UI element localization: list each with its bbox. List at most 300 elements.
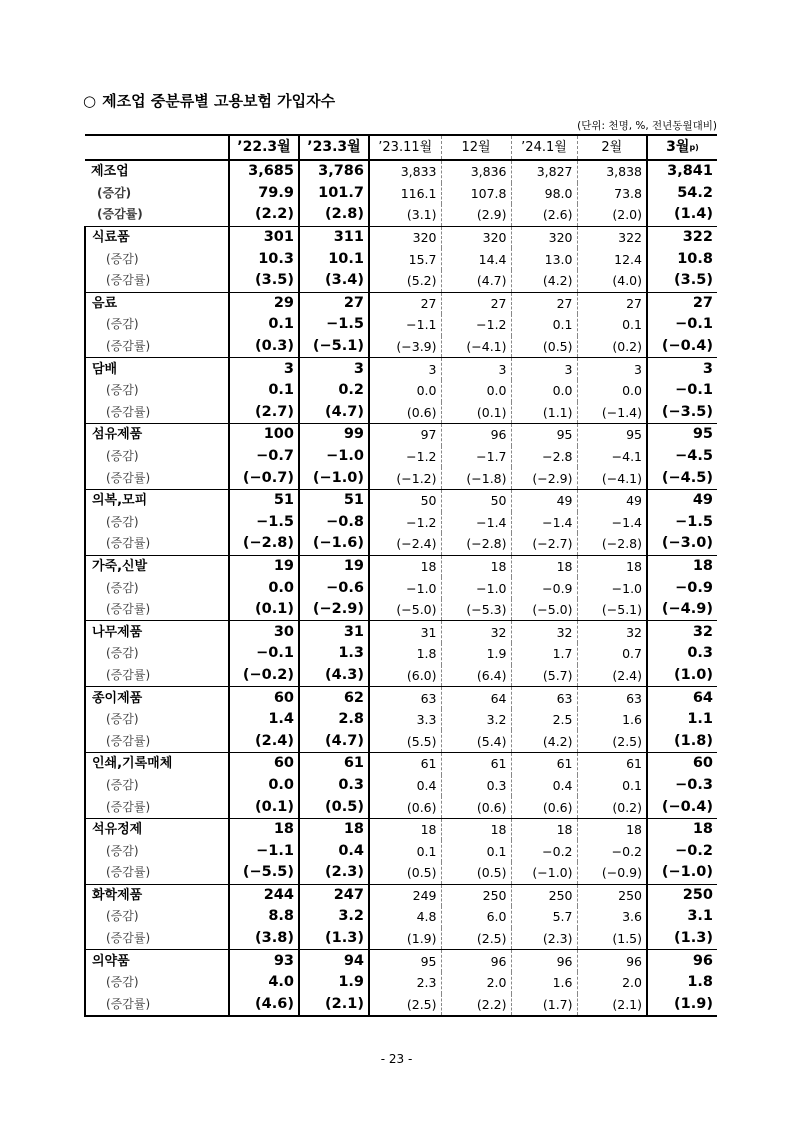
table-cell: −0.1 bbox=[647, 314, 717, 336]
table-cell: 50 bbox=[369, 489, 441, 511]
row-label: 제조업 bbox=[85, 160, 229, 183]
table-cell: 27 bbox=[369, 292, 441, 314]
table-row bbox=[85, 336, 717, 358]
row-label: (증감률) bbox=[85, 533, 229, 555]
row-label: (증감) bbox=[85, 512, 229, 534]
table-cell: 1.7 bbox=[511, 643, 577, 665]
table-row bbox=[85, 709, 717, 731]
table-cell: (3.4) bbox=[299, 270, 369, 292]
row-label: (증감) bbox=[97, 185, 132, 200]
table-cell: 19 bbox=[299, 555, 369, 577]
table-cell: 0.1 bbox=[229, 380, 299, 402]
table-cell: −0.1 bbox=[647, 380, 717, 402]
table-cell: −1.2 bbox=[441, 314, 511, 336]
table-cell: 13.0 bbox=[511, 248, 577, 270]
table-cell: (0.5) bbox=[441, 862, 511, 884]
table-cell: 3 bbox=[577, 358, 647, 380]
table-cell: 60 bbox=[229, 687, 299, 709]
table-cell: −0.7 bbox=[229, 446, 299, 468]
table-cell: (2.4) bbox=[229, 730, 299, 752]
row-label: (증감률) bbox=[85, 467, 229, 489]
table-cell: −0.8 bbox=[299, 512, 369, 534]
row-label: (증감률) bbox=[85, 994, 229, 1017]
table-cell: −1.2 bbox=[369, 512, 441, 534]
table-cell: (0.5) bbox=[299, 796, 369, 818]
row-label: (증감률) bbox=[97, 207, 143, 222]
table-cell: (−0.7) bbox=[229, 467, 299, 489]
table-cell: (0.6) bbox=[511, 796, 577, 818]
table-cell: (2.7) bbox=[229, 402, 299, 424]
table-row bbox=[85, 183, 717, 205]
table-cell: 18 bbox=[229, 818, 299, 840]
table-cell: 107.8 bbox=[441, 183, 511, 205]
table-cell: (−2.8) bbox=[601, 536, 642, 552]
table-cell: −1.0 bbox=[299, 446, 369, 468]
table-cell: 0.0 bbox=[229, 577, 299, 599]
table-cell: −2.8 bbox=[511, 446, 577, 468]
table-cell: (6.0) bbox=[369, 665, 441, 687]
table-cell: 101.7 bbox=[299, 183, 369, 205]
table-cell: (−5.1) bbox=[299, 336, 369, 358]
header-2311: ’23.11월 bbox=[369, 135, 441, 160]
table-cell: −1.4 bbox=[441, 512, 511, 534]
table-cell: 63 bbox=[511, 687, 577, 709]
table-cell: 3.1 bbox=[647, 906, 717, 928]
table-cell: 27 bbox=[441, 292, 511, 314]
header-2303: ’23.3월 bbox=[299, 135, 369, 160]
row-label: (증감률) bbox=[85, 730, 229, 752]
table-cell: −0.1 bbox=[229, 643, 299, 665]
table-cell: (4.2) bbox=[511, 270, 577, 292]
table-cell: 27 bbox=[647, 292, 717, 314]
table-cell: 3,838 bbox=[577, 160, 647, 183]
table-cell: (1.9) bbox=[369, 928, 441, 950]
table-cell: 1.6 bbox=[511, 972, 577, 994]
table-row bbox=[85, 775, 717, 797]
table-cell: (4.7) bbox=[299, 402, 369, 424]
table-cell: 1.8 bbox=[647, 972, 717, 994]
table-cell: 51 bbox=[229, 489, 299, 511]
table-cell: (1.7) bbox=[511, 994, 577, 1017]
row-label: (증감) bbox=[85, 972, 229, 994]
table-row bbox=[85, 248, 717, 270]
table-cell: (1.8) bbox=[647, 730, 717, 752]
row-label: (증감률) bbox=[85, 336, 229, 358]
category-row bbox=[85, 818, 717, 840]
table-cell: 0.7 bbox=[622, 646, 642, 662]
table-cell: −1.4 bbox=[511, 512, 577, 534]
table-row bbox=[85, 994, 717, 1017]
table-row bbox=[85, 402, 717, 424]
table-cell: −0.2 bbox=[647, 840, 717, 862]
table-cell: (2.5) bbox=[441, 928, 511, 950]
table-cell: −1.5 bbox=[229, 512, 299, 534]
table-cell: (3.8) bbox=[229, 928, 299, 950]
category-row bbox=[85, 226, 717, 248]
table-cell: (2.6) bbox=[511, 204, 577, 226]
table-cell: (0.3) bbox=[229, 336, 299, 358]
table-cell: 61 bbox=[511, 753, 577, 775]
table-cell: (2.0) bbox=[612, 207, 642, 223]
row-label: (증감률) bbox=[85, 599, 229, 621]
table-cell: −1.4 bbox=[611, 514, 642, 530]
table-body bbox=[85, 160, 717, 1016]
table-cell: (1.0) bbox=[647, 665, 717, 687]
row-label: (증감) bbox=[85, 906, 229, 928]
header-2312: 12월 bbox=[441, 135, 511, 160]
table-cell: −1.0 bbox=[441, 577, 511, 599]
row-label: (증감) bbox=[85, 709, 229, 731]
table-cell: 4.8 bbox=[369, 906, 441, 928]
table-cell: −1.1 bbox=[369, 314, 441, 336]
category-row bbox=[85, 753, 717, 775]
table-cell: 49 bbox=[511, 489, 577, 511]
table-cell: (5.4) bbox=[441, 730, 511, 752]
table-cell: (0.1) bbox=[441, 402, 511, 424]
table-cell: 0.4 bbox=[369, 775, 441, 797]
table-cell: (4.0) bbox=[612, 273, 642, 289]
header-blank bbox=[85, 135, 229, 160]
table-cell: (−3.0) bbox=[647, 533, 717, 555]
table-row bbox=[85, 796, 717, 818]
row-label: 인쇄,기록매체 bbox=[85, 753, 229, 775]
table-cell: 1.4 bbox=[229, 709, 299, 731]
table-cell: (−3.9) bbox=[369, 336, 441, 358]
table-cell: 12.4 bbox=[614, 251, 642, 267]
table-cell: 3.2 bbox=[441, 709, 511, 731]
table-cell: 95 bbox=[577, 424, 647, 446]
table-cell: 61 bbox=[369, 753, 441, 775]
employment-insurance-table bbox=[84, 134, 717, 1017]
table-cell: 63 bbox=[369, 687, 441, 709]
table-row bbox=[85, 665, 717, 687]
table-cell: 0.3 bbox=[441, 775, 511, 797]
table-cell: (1.5) bbox=[612, 931, 642, 947]
table-cell: (3.5) bbox=[229, 270, 299, 292]
table-cell: (2.2) bbox=[229, 204, 299, 226]
table-cell: −1.5 bbox=[647, 512, 717, 534]
table-cell: 10.8 bbox=[647, 248, 717, 270]
table-cell: 49 bbox=[647, 489, 717, 511]
row-label: (증감) bbox=[85, 577, 229, 599]
table-row bbox=[85, 577, 717, 599]
table-cell: (−0.4) bbox=[647, 796, 717, 818]
table-cell: 322 bbox=[647, 226, 717, 248]
table-cell: 27 bbox=[299, 292, 369, 314]
table-cell: (1.3) bbox=[647, 928, 717, 950]
row-label: (증감) bbox=[85, 314, 229, 336]
category-row bbox=[85, 950, 717, 972]
table-cell: 29 bbox=[229, 292, 299, 314]
table-cell: 2.0 bbox=[441, 972, 511, 994]
table-cell: 320 bbox=[511, 226, 577, 248]
table-cell: −4.5 bbox=[647, 446, 717, 468]
category-row bbox=[85, 687, 717, 709]
table-row bbox=[85, 204, 717, 226]
table-cell: 3.6 bbox=[622, 909, 642, 925]
table-cell: 0.1 bbox=[511, 314, 577, 336]
table-cell: (0.1) bbox=[229, 599, 299, 621]
table-cell: (2.3) bbox=[511, 928, 577, 950]
table-cell: 3 bbox=[511, 358, 577, 380]
table-cell: 61 bbox=[299, 753, 369, 775]
row-label: (증감) bbox=[85, 248, 229, 270]
table-cell: (0.2) bbox=[612, 799, 642, 815]
table-cell: (5.2) bbox=[369, 270, 441, 292]
table-cell: 1.9 bbox=[299, 972, 369, 994]
table-cell: (−1.6) bbox=[299, 533, 369, 555]
table-cell: (1.4) bbox=[647, 204, 717, 226]
table-cell: (−0.2) bbox=[229, 665, 299, 687]
table-cell: 60 bbox=[229, 753, 299, 775]
table-cell: 3 bbox=[229, 358, 299, 380]
category-row bbox=[85, 555, 717, 577]
table-cell: 32 bbox=[441, 621, 511, 643]
table-cell: 322 bbox=[577, 226, 647, 248]
header-2401: ’24.1월 bbox=[511, 135, 577, 160]
table-cell: 3.3 bbox=[369, 709, 441, 731]
table-cell: (2.5) bbox=[369, 994, 441, 1017]
table-cell: 64 bbox=[441, 687, 511, 709]
table-cell: −1.0 bbox=[611, 580, 642, 596]
table-cell: 79.9 bbox=[229, 183, 299, 205]
table-cell: (4.3) bbox=[299, 665, 369, 687]
row-label: 화학제품 bbox=[85, 884, 229, 906]
table-cell: 1.6 bbox=[622, 712, 642, 728]
table-cell: 61 bbox=[441, 753, 511, 775]
category-row bbox=[85, 621, 717, 643]
row-label: (증감률) bbox=[85, 928, 229, 950]
table-cell: 2.3 bbox=[369, 972, 441, 994]
table-cell: −0.2 bbox=[511, 840, 577, 862]
table-cell: 18 bbox=[647, 818, 717, 840]
table-cell: 311 bbox=[299, 226, 369, 248]
table-row bbox=[85, 467, 717, 489]
row-label: (증감) bbox=[85, 775, 229, 797]
table-cell: (0.5) bbox=[511, 336, 577, 358]
row-label: 석유정제 bbox=[85, 818, 229, 840]
table-cell: (−2.7) bbox=[511, 533, 577, 555]
category-row bbox=[85, 292, 717, 314]
table-cell: 0.3 bbox=[299, 775, 369, 797]
table-cell: −1.1 bbox=[229, 840, 299, 862]
table-cell: 249 bbox=[369, 884, 441, 906]
table-cell: (−2.9) bbox=[511, 467, 577, 489]
row-label: (증감) bbox=[85, 643, 229, 665]
table-cell: 96 bbox=[441, 950, 511, 972]
table-cell: (3.1) bbox=[369, 204, 441, 226]
table-cell: −0.3 bbox=[647, 775, 717, 797]
table-cell: 15.7 bbox=[369, 248, 441, 270]
table-cell: (−1.0) bbox=[647, 862, 717, 884]
table-row bbox=[85, 730, 717, 752]
table-cell: −1.7 bbox=[441, 446, 511, 468]
row-label: 섬유제품 bbox=[85, 424, 229, 446]
table-cell: (0.1) bbox=[229, 796, 299, 818]
table-cell: 3,685 bbox=[229, 160, 299, 183]
table-cell: (4.6) bbox=[229, 994, 299, 1017]
table-cell: 95 bbox=[647, 424, 717, 446]
table-cell: 18 bbox=[577, 818, 647, 840]
table-cell: 0.0 bbox=[229, 775, 299, 797]
table-cell: 31 bbox=[299, 621, 369, 643]
row-label: (증감) bbox=[85, 840, 229, 862]
table-cell: 0.3 bbox=[647, 643, 717, 665]
table-cell: 301 bbox=[229, 226, 299, 248]
table-row bbox=[85, 862, 717, 884]
row-label: (증감률) bbox=[85, 862, 229, 884]
table-cell: 116.1 bbox=[369, 183, 441, 205]
table-cell: (−1.2) bbox=[369, 467, 441, 489]
table-cell: 18 bbox=[369, 818, 441, 840]
table-cell: (0.6) bbox=[369, 796, 441, 818]
table-cell: −1.0 bbox=[369, 577, 441, 599]
table-row bbox=[85, 446, 717, 468]
table-cell: (−0.4) bbox=[647, 336, 717, 358]
table-cell: 244 bbox=[229, 884, 299, 906]
table-cell: 0.2 bbox=[299, 380, 369, 402]
table-cell: 73.8 bbox=[614, 185, 642, 201]
table-cell: (3.5) bbox=[647, 270, 717, 292]
table-cell: 2.8 bbox=[299, 709, 369, 731]
table-cell: 100 bbox=[229, 424, 299, 446]
category-row bbox=[85, 160, 717, 183]
row-label: (증감률) bbox=[85, 270, 229, 292]
table-row bbox=[85, 928, 717, 950]
table-cell: 60 bbox=[647, 753, 717, 775]
table-cell: (2.3) bbox=[299, 862, 369, 884]
table-cell: (5.5) bbox=[369, 730, 441, 752]
table-cell: 27 bbox=[577, 292, 647, 314]
table-cell: 0.4 bbox=[511, 775, 577, 797]
table-cell: 250 bbox=[647, 884, 717, 906]
table-cell: (4.2) bbox=[511, 730, 577, 752]
table-cell: (4.7) bbox=[441, 270, 511, 292]
table-cell: (2.4) bbox=[612, 667, 642, 683]
table-cell: 96 bbox=[647, 950, 717, 972]
unit-note: (단위: 천명, %, 전년동월대비) bbox=[577, 120, 717, 132]
table-cell: (1.9) bbox=[647, 994, 717, 1017]
table-cell: 18 bbox=[299, 818, 369, 840]
table-cell: 0.1 bbox=[622, 777, 642, 793]
table-cell: 18 bbox=[441, 555, 511, 577]
row-label: 담배 bbox=[85, 358, 229, 380]
table-cell: 4.0 bbox=[229, 972, 299, 994]
table-cell: (2.9) bbox=[441, 204, 511, 226]
table-cell: (−2.9) bbox=[299, 599, 369, 621]
table-cell: 96 bbox=[577, 950, 647, 972]
table-cell: (0.2) bbox=[612, 339, 642, 355]
table-cell: (5.7) bbox=[511, 665, 577, 687]
header-2402: 2월 bbox=[577, 135, 647, 160]
table-cell: 31 bbox=[369, 621, 441, 643]
table-cell: 0.0 bbox=[369, 380, 441, 402]
table-cell: 2.5 bbox=[511, 709, 577, 731]
table-cell: −1.2 bbox=[369, 446, 441, 468]
table-cell: 63 bbox=[577, 687, 647, 709]
table-cell: 3 bbox=[647, 358, 717, 380]
table-cell: 0.0 bbox=[622, 383, 642, 399]
row-label: 가죽,신발 bbox=[85, 555, 229, 577]
table-cell: 1.9 bbox=[441, 643, 511, 665]
table-cell: (−5.3) bbox=[441, 599, 511, 621]
table-cell: 64 bbox=[647, 687, 717, 709]
table-cell: 1.3 bbox=[299, 643, 369, 665]
table-cell: −4.1 bbox=[611, 449, 642, 465]
table-row bbox=[85, 512, 717, 534]
category-row bbox=[85, 358, 717, 380]
page-number: - 23 - bbox=[380, 1052, 413, 1066]
table-cell: 49 bbox=[577, 489, 647, 511]
table-cell: 97 bbox=[369, 424, 441, 446]
table-cell: (−3.5) bbox=[647, 402, 717, 424]
table-cell: (−4.9) bbox=[647, 599, 717, 621]
table-cell: 3,841 bbox=[647, 160, 717, 183]
table-cell: 95 bbox=[511, 424, 577, 446]
table-row bbox=[85, 840, 717, 862]
table-row bbox=[85, 314, 717, 336]
table-cell: (−2.8) bbox=[441, 533, 511, 555]
table-cell: (0.6) bbox=[441, 796, 511, 818]
table-cell: 250 bbox=[577, 884, 647, 906]
category-row bbox=[85, 884, 717, 906]
table-cell: 10.3 bbox=[229, 248, 299, 270]
table-cell: (−2.8) bbox=[229, 533, 299, 555]
table-cell: 0.1 bbox=[369, 840, 441, 862]
table-cell: 18 bbox=[647, 555, 717, 577]
table-cell: (−5.0) bbox=[369, 599, 441, 621]
table-cell: 3,833 bbox=[369, 160, 441, 183]
table-cell: 320 bbox=[369, 226, 441, 248]
table-row bbox=[85, 380, 717, 402]
table-cell: −0.6 bbox=[299, 577, 369, 599]
table-cell: 94 bbox=[299, 950, 369, 972]
table-cell: (−2.4) bbox=[369, 533, 441, 555]
table-cell: 6.0 bbox=[441, 906, 511, 928]
row-label: 나무제품 bbox=[85, 621, 229, 643]
row-label: (증감률) bbox=[85, 796, 229, 818]
table-cell: (−0.9) bbox=[601, 865, 642, 881]
table-cell: (1.1) bbox=[511, 402, 577, 424]
table-cell: 50 bbox=[441, 489, 511, 511]
row-label: 의약품 bbox=[85, 950, 229, 972]
table-cell: 1.8 bbox=[369, 643, 441, 665]
table-row bbox=[85, 599, 717, 621]
table-cell: 5.7 bbox=[511, 906, 577, 928]
table-cell: 3.2 bbox=[299, 906, 369, 928]
table-cell: (0.5) bbox=[369, 862, 441, 884]
row-label: (증감률) bbox=[85, 402, 229, 424]
row-label: (증감률) bbox=[85, 665, 229, 687]
table-cell: 0.1 bbox=[622, 317, 642, 333]
table-cell: (2.5) bbox=[612, 733, 642, 749]
table-cell: 18 bbox=[511, 818, 577, 840]
table-cell: 54.2 bbox=[647, 183, 717, 205]
row-label: 식료품 bbox=[85, 226, 229, 248]
table-cell: −1.5 bbox=[299, 314, 369, 336]
page-title bbox=[83, 90, 335, 111]
header-2403-label: 3월 bbox=[666, 139, 690, 155]
table-cell: (2.2) bbox=[441, 994, 511, 1017]
table-cell: 30 bbox=[229, 621, 299, 643]
table-cell: (1.3) bbox=[299, 928, 369, 950]
table-cell: 93 bbox=[229, 950, 299, 972]
table-cell: (−1.0) bbox=[299, 467, 369, 489]
table-row bbox=[85, 533, 717, 555]
table-cell: −0.9 bbox=[647, 577, 717, 599]
table-cell: 98.0 bbox=[511, 183, 577, 205]
table-cell: 8.8 bbox=[229, 906, 299, 928]
